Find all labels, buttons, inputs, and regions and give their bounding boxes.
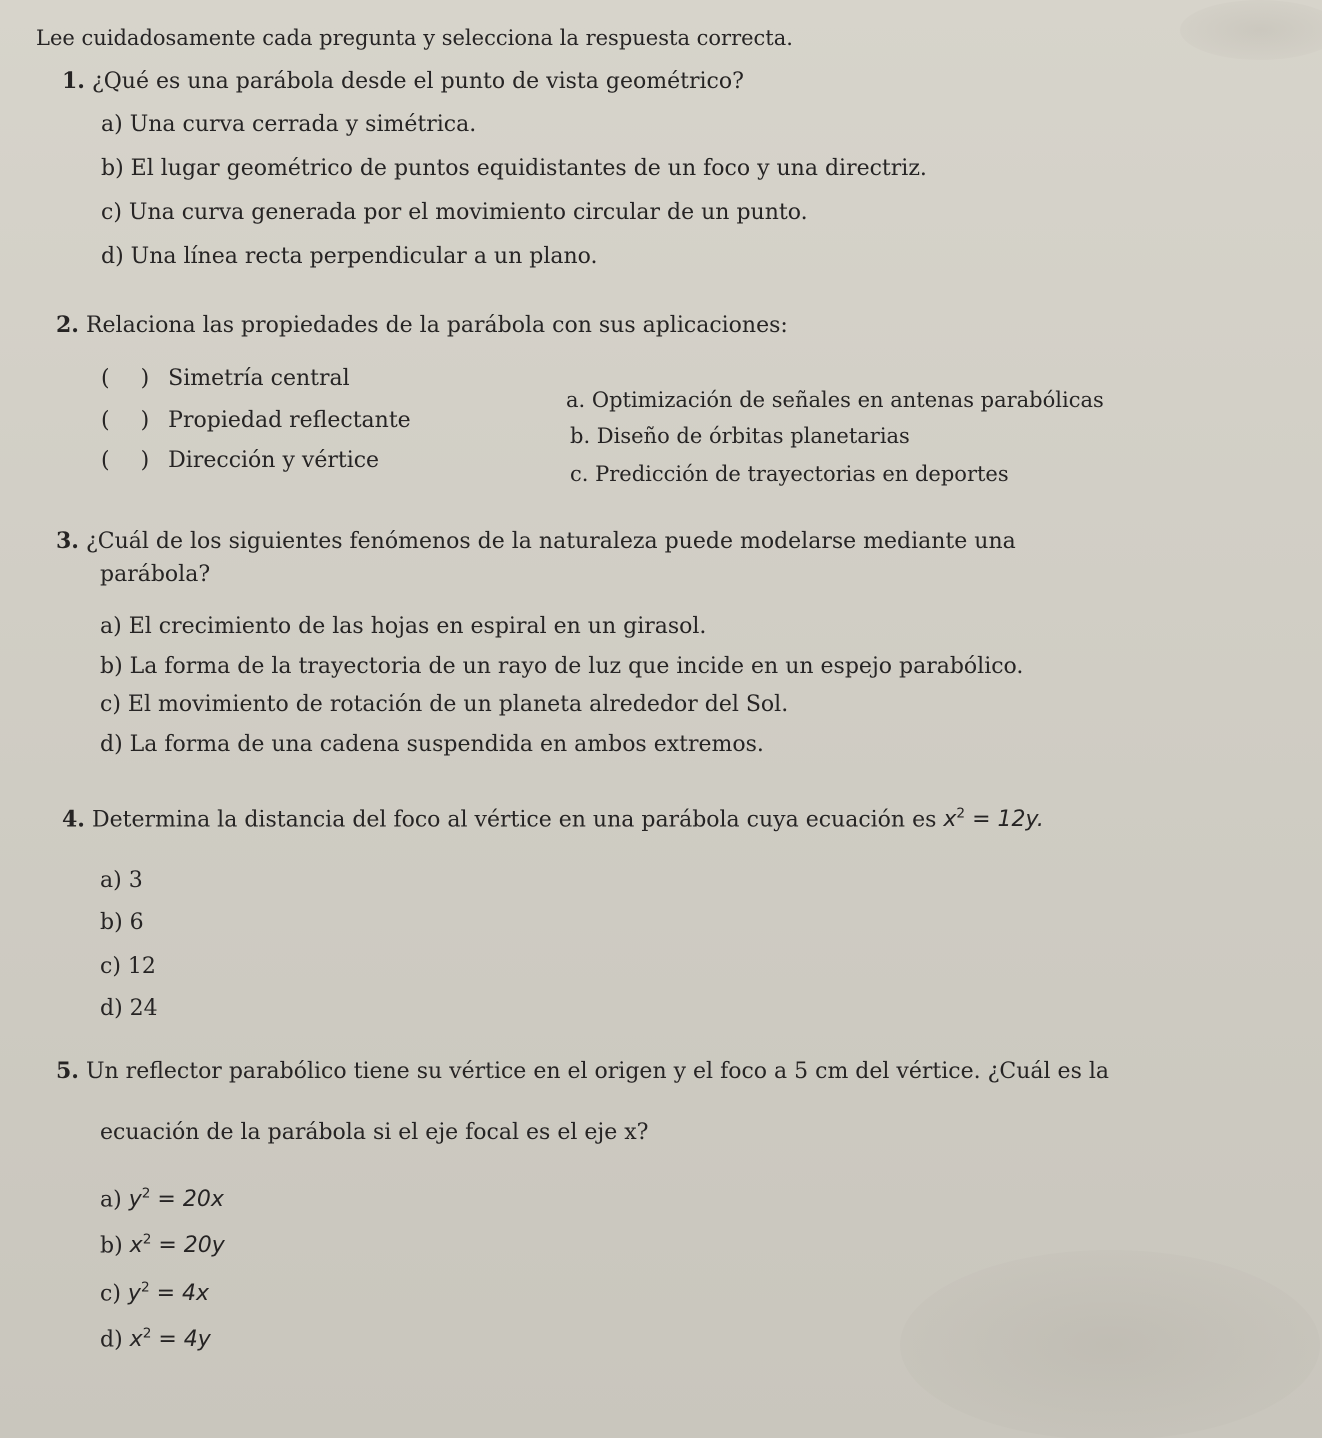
option-c[interactable]: c) Una curva generada por el movimiento circular de un punto. [101,200,808,225]
option-c[interactable]: c) $y^2 = 4x$ [100,1280,210,1307]
option-d[interactable]: d) Una línea recta perpendicular a un plano. [101,244,598,269]
question-number: 5. [56,1058,79,1084]
option-a[interactable]: a) Una curva cerrada y simétrica. [101,112,477,137]
question-text: Relaciona las propiedades de la parábola con sus aplicaciones: [85,313,788,338]
match-left-label: Propiedad reflectante [168,408,411,433]
question-text: ¿Qué es una parábola desde el punto de vista geométrico? [91,69,744,94]
question-3-text-continued: parábola? [100,562,211,587]
match-right-item: b. Diseño de órbitas planetarias [570,424,910,448]
option-b[interactable]: b) $x^2 = 20y$ [100,1232,225,1259]
question-number: 3. [56,528,79,554]
answer-blank[interactable]: ( ) [101,366,162,391]
option-a[interactable]: a) El crecimiento de las hojas en espiral en un girasol. [100,614,707,639]
option-a[interactable]: a) 3 [100,868,143,893]
option-b[interactable]: b) 6 [100,910,144,935]
question-text: Un reflector parabólico tiene su vértice en el origen y el foco a 5 cm del vértice. ¿Cuál es la [85,1059,1110,1084]
option-d[interactable]: d) La forma de una cadena suspendida en ambos extremos. [100,732,764,757]
match-left-label: Simetría central [168,366,350,391]
match-right-item: c. Predicción de trayectorias en deportes [570,462,1009,486]
option-b[interactable]: b) El lugar geométrico de puntos equidistantes de un foco y una directriz. [101,156,927,181]
instructions: Lee cuidadosamente cada pregunta y selecciona la respuesta correcta. [36,26,793,50]
option-d[interactable]: d) $x^2 = 4y$ [100,1326,211,1353]
answer-blank[interactable]: ( ) [101,408,162,433]
question-5-text-continued: ecuación de la parábola si el eje focal es el eje x? [100,1120,649,1145]
match-left-item [101,450,379,472]
option-b[interactable]: b) La forma de la trayectoria de un rayo de luz que incide en un espejo parabólico. [100,654,1024,679]
question-number: 2. [56,312,79,338]
question-1-text [62,70,744,93]
answer-blank[interactable]: ( ) [101,448,162,473]
question-text: ¿Cuál de los siguientes fenómenos de la naturaleza puede modelarse mediante una [85,529,1016,554]
option-c[interactable]: c) El movimiento de rotación de un planeta alrededor del Sol. [100,692,789,717]
match-left-label: Dirección y vértice [168,448,380,473]
paper-stain [1180,0,1322,60]
question-number: 1. [62,68,85,94]
match-right-item: a. Optimización de señales en antenas parabólicas [566,388,1104,412]
question-3-text [56,530,1016,553]
paper-stain [900,1250,1320,1438]
question-text: Determina la distancia del foco al vértice en una parábola cuya ecuación es [91,807,937,833]
option-a[interactable]: a) $y^2 = 20x$ [100,1186,224,1213]
question-5-text [56,1060,1109,1083]
option-c[interactable]: c) 12 [100,954,156,979]
question-number: 4. [62,806,85,833]
question-2-text [56,314,788,337]
match-left-item [101,368,350,390]
equation: $x^2 = 12y$. [943,806,1044,833]
match-left-item [101,410,411,432]
option-d[interactable]: d) 24 [100,996,158,1021]
question-4-text [62,808,1044,831]
